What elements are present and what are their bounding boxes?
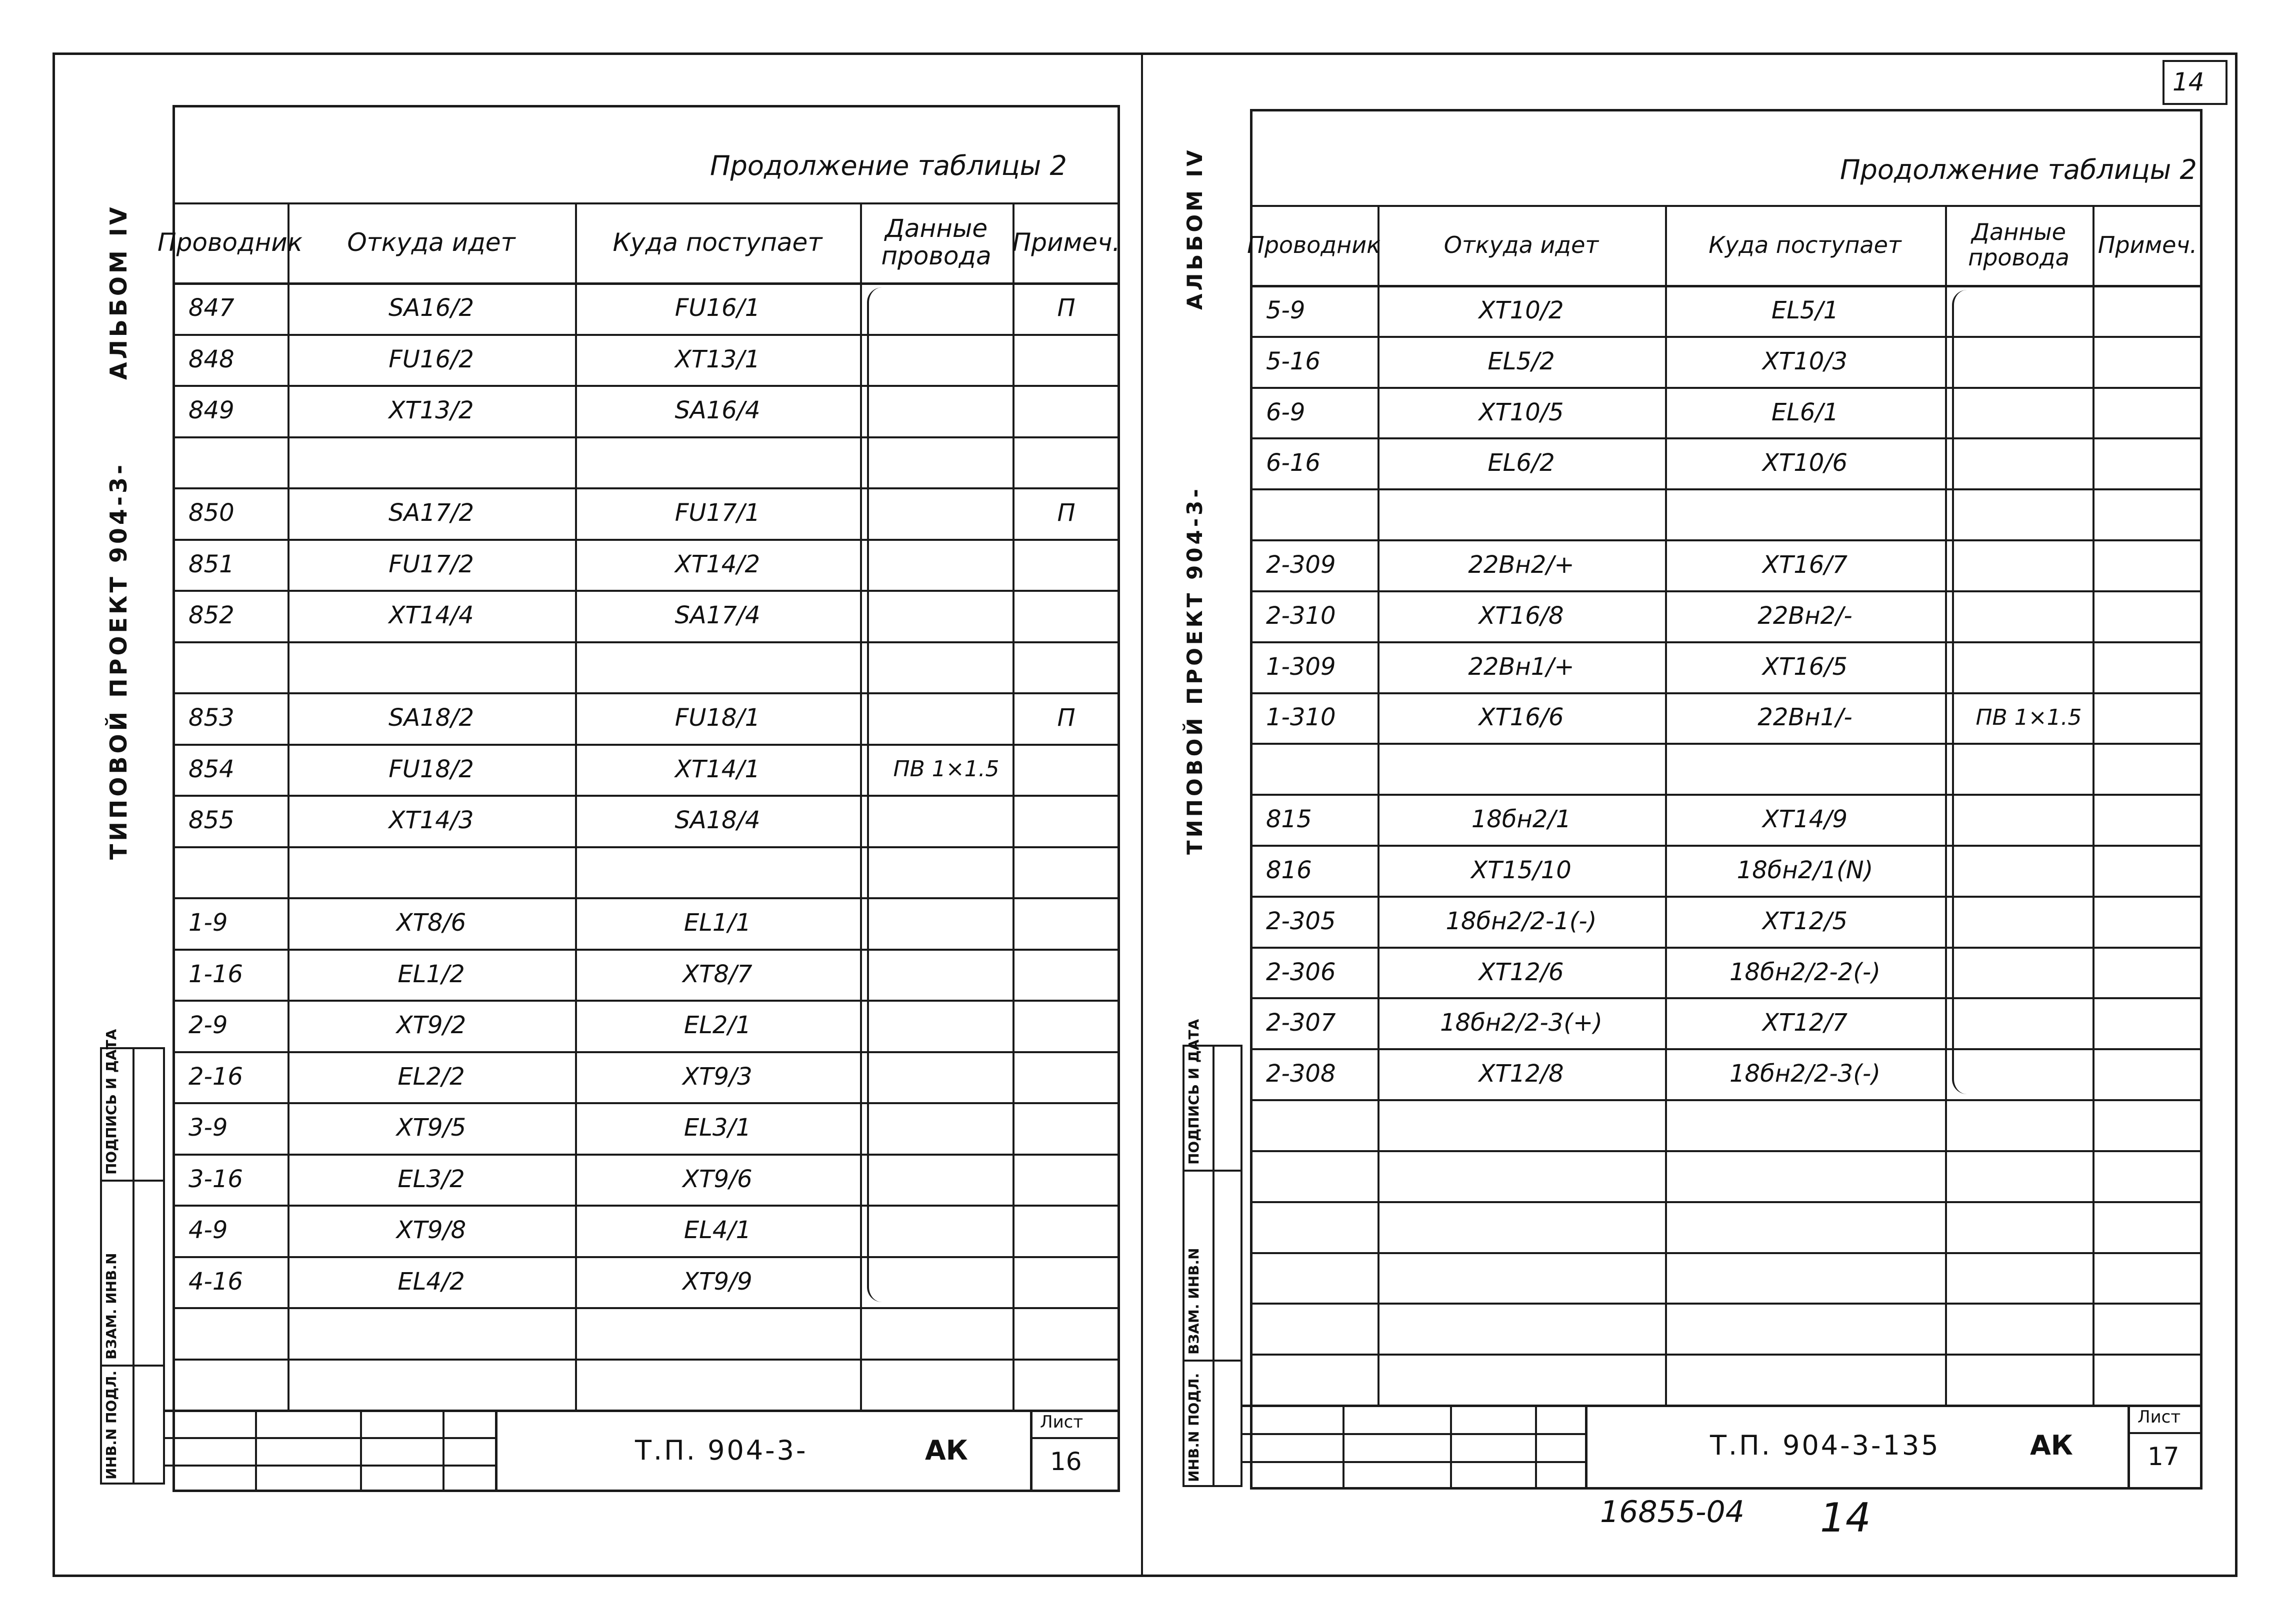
cell-to: FU17/1 (674, 499, 760, 527)
title-block-divider (495, 1410, 498, 1492)
cell-note (1012, 897, 1120, 949)
cell-from (288, 846, 575, 898)
cell-to (1665, 1201, 1945, 1252)
cell-wire (172, 846, 288, 898)
sheet-value: 16 (1050, 1447, 1082, 1476)
sheet-number: 14 (2172, 67, 2204, 96)
cell-to: FU18/1 (674, 704, 760, 732)
left-album-label: АЛЬБОМ IV (105, 204, 132, 380)
stamp-split (100, 1365, 165, 1367)
column-header-data: Данные провода (1968, 218, 2070, 271)
cell-wire: 849 (188, 396, 234, 425)
cell-wire: 850 (188, 499, 234, 527)
cell-from: SA18/2 (388, 704, 474, 732)
stamp-label: ВЗАМ. ИНВ.N (103, 1253, 120, 1360)
cell-note (1012, 846, 1120, 898)
cell-from: XT15/10 (1471, 856, 1572, 884)
cell-wire: 6-9 (1266, 398, 1306, 426)
cell-from: XT10/5 (1478, 398, 1564, 426)
stamp-split (1182, 1360, 1242, 1362)
stamp-label: ИНВ.N ПОДЛ. (103, 1370, 120, 1480)
cell-from: EL1/2 (398, 960, 465, 988)
stamp-split (100, 1180, 165, 1182)
cell-wire: 2-310 (1266, 601, 1336, 630)
left-project-label: ТИПОВОЙ ПРОЕКТ 904-3- (105, 461, 132, 860)
cell-note (1012, 1051, 1120, 1103)
cell-wire: 2-305 (1266, 907, 1336, 935)
cell-wire: 1-309 (1266, 652, 1336, 681)
cell-to: XT12/7 (1762, 1009, 1848, 1037)
cell-to: 18бн2/1(N) (1736, 856, 1874, 884)
cell-to: SA18/4 (674, 806, 760, 835)
cell-from: SA16/2 (388, 294, 474, 322)
cell-from: XT14/3 (388, 806, 474, 835)
cell-to: XT14/1 (675, 755, 760, 783)
cell-from: FU17/2 (388, 550, 474, 578)
cell-to: XT10/3 (1762, 347, 1848, 375)
cell-from: EL5/2 (1488, 347, 1555, 375)
cell-note (1012, 334, 1120, 385)
cell-to (1665, 1354, 1945, 1405)
title-block-divider (360, 1410, 362, 1492)
cell-from: FU16/2 (388, 345, 474, 373)
cell-wire: 4-9 (188, 1216, 228, 1245)
cell-from (288, 641, 575, 693)
cell-from (1378, 1099, 1665, 1150)
cell-to: SA17/4 (674, 601, 760, 630)
cell-from (1378, 488, 1665, 539)
cell-wire (172, 436, 288, 488)
cell-to (1665, 743, 1945, 794)
cell-from: 18бн2/1 (1471, 805, 1572, 834)
cell-to (1665, 1252, 1945, 1303)
cell-wire (1250, 1201, 1378, 1252)
cell-note (1012, 1256, 1120, 1308)
wire-data-value: ПВ 1×1.5 (893, 756, 1000, 782)
cell-note (1012, 539, 1120, 590)
cell-from: 18бн2/2-1(-) (1446, 907, 1597, 935)
cell-from (1378, 1354, 1665, 1405)
cell-from: XT9/5 (396, 1114, 466, 1142)
cell-wire: 2-309 (1266, 550, 1336, 579)
title-block-divider (1030, 1410, 1032, 1492)
cell-note (1012, 1154, 1120, 1205)
title-block-line (165, 1437, 495, 1439)
stamp-label: ПОДПИСЬ И ДАТА (103, 1029, 120, 1175)
cell-from (1378, 1150, 1665, 1201)
title-block-divider (1450, 1405, 1452, 1490)
wire-data-value: ПВ 1×1.5 (1976, 704, 2082, 730)
cell-wire: 2-307 (1266, 1009, 1336, 1037)
cell-note: П (1057, 704, 1076, 732)
cell-to: XT14/2 (675, 550, 760, 578)
cell-wire (172, 641, 288, 693)
cell-note (1012, 641, 1120, 693)
cell-wire (1250, 1303, 1378, 1354)
cell-wire: 2-306 (1266, 958, 1336, 986)
cell-wire: 1-16 (188, 960, 243, 988)
archive-number: 16855-04 (1600, 1495, 1744, 1530)
cell-to: XT9/3 (682, 1062, 752, 1091)
cell-to: EL3/1 (684, 1114, 752, 1142)
column-header-data: Данные провода (881, 214, 992, 270)
cell-to: FU16/1 (674, 294, 760, 322)
cell-to (575, 1307, 860, 1359)
cell-from: XT9/8 (396, 1216, 466, 1245)
title-block-top (1242, 1405, 2202, 1407)
sheet-label-line (2128, 1432, 2202, 1434)
cell-from (1378, 1201, 1665, 1252)
cell-from: XT16/6 (1478, 703, 1564, 732)
stamp-split (1182, 1170, 1242, 1172)
title-block-line (165, 1465, 495, 1467)
archive-sheet: 14 (1820, 1495, 1871, 1541)
drawing-designation: Т.П. 904-3-135 (1710, 1430, 1940, 1461)
cell-wire: 2-16 (188, 1062, 243, 1091)
column-header-from: Откуда идет (347, 227, 516, 257)
cell-wire: 3-16 (188, 1165, 243, 1193)
cell-wire: 847 (188, 294, 234, 322)
cell-wire: 851 (188, 550, 234, 578)
cell-to: EL5/1 (1771, 296, 1839, 324)
cell-wire (172, 1359, 288, 1410)
cell-to: XT10/6 (1762, 449, 1848, 477)
title-block-divider (1535, 1405, 1537, 1490)
cell-wire (1250, 743, 1378, 794)
cell-from: EL4/2 (398, 1267, 465, 1296)
column-header-to: Куда поступает (1708, 231, 1902, 258)
cell-from: XT10/2 (1478, 296, 1564, 324)
drawing-code: АК (925, 1435, 968, 1466)
cell-from: SA17/2 (388, 499, 474, 527)
sheet-label: Лист (1040, 1412, 1084, 1432)
stamp-label: ИНВ.N ПОДЛ. (1186, 1373, 1202, 1482)
column-header-from: Откуда идет (1444, 231, 1599, 258)
cell-wire: 2-9 (188, 1011, 228, 1040)
cell-note (1012, 1102, 1120, 1154)
cell-to: 22Вн2/- (1758, 601, 1852, 630)
cell-to (575, 641, 860, 693)
title-block-divider (2128, 1405, 2130, 1490)
cell-from: EL6/2 (1488, 449, 1555, 477)
cell-note (1012, 385, 1120, 436)
column-header-wire: Проводник (158, 227, 302, 257)
cell-note: П (1057, 294, 1076, 322)
cell-note (1012, 949, 1120, 1000)
cell-wire (1250, 1252, 1378, 1303)
title-block-top (165, 1410, 1120, 1412)
stamp-label: ВЗАМ. ИНВ.N (1186, 1248, 1202, 1355)
stamp-divider (132, 1047, 134, 1485)
cell-to (1665, 488, 1945, 539)
cell-wire (1250, 1150, 1378, 1201)
cell-note (1012, 1307, 1120, 1359)
cell-to: XT16/7 (1762, 550, 1848, 579)
right-album-label: АЛЬБОМ IV (1182, 147, 1207, 310)
column-header-note: Примеч. (1012, 227, 1120, 257)
cell-to (575, 1359, 860, 1410)
cell-to: EL2/1 (684, 1011, 752, 1040)
cell-wire: 5-16 (1266, 347, 1320, 375)
cell-wire: 854 (188, 755, 234, 783)
cell-wire: 815 (1266, 805, 1312, 834)
cell-from: 18бн2/2-3(+) (1440, 1009, 1602, 1037)
cell-to: 18бн2/2-2(-) (1730, 958, 1880, 986)
cell-to: EL4/1 (684, 1216, 752, 1245)
cell-from: FU18/2 (388, 755, 474, 783)
sheet-label: Лист (2138, 1407, 2181, 1427)
title-block-line (1242, 1433, 1585, 1435)
cell-from (288, 436, 575, 488)
cell-to: EL6/1 (1771, 398, 1839, 426)
page-divider (1141, 55, 1143, 1575)
cell-from: XT16/8 (1478, 601, 1564, 630)
cell-to (575, 846, 860, 898)
cell-from: XT14/4 (388, 601, 474, 630)
cell-note (1012, 590, 1120, 641)
title-block-divider (255, 1410, 257, 1492)
drawing-code: АК (2030, 1430, 2073, 1461)
cell-note (1012, 795, 1120, 846)
cell-wire: 3-9 (188, 1114, 228, 1142)
cell-to: XT9/9 (682, 1267, 752, 1296)
cell-from (1378, 1303, 1665, 1354)
cell-wire (1250, 1354, 1378, 1405)
cell-to (1665, 1099, 1945, 1150)
cell-from (288, 1359, 575, 1410)
sheet-label-line (1030, 1437, 1120, 1439)
sheet-value: 17 (2148, 1442, 2180, 1471)
cell-from (1378, 743, 1665, 794)
cell-from: EL2/2 (398, 1062, 465, 1091)
cell-wire (1250, 488, 1378, 539)
cell-note (1012, 744, 1120, 795)
cell-wire: 4-16 (188, 1267, 243, 1296)
cell-note (1012, 1205, 1120, 1256)
column-header-wire: Проводник (1247, 231, 1380, 258)
cell-note (1012, 436, 1120, 488)
cell-wire: 816 (1266, 856, 1312, 884)
title-block-divider (1585, 1405, 1588, 1490)
cell-wire: 6-16 (1266, 449, 1320, 477)
cell-to: 18бн2/2-3(-) (1730, 1060, 1880, 1088)
cell-wire: 855 (188, 806, 234, 835)
cell-wire (1250, 1099, 1378, 1150)
cell-from: XT13/2 (388, 396, 474, 425)
cell-wire: 853 (188, 704, 234, 732)
cell-from: XT8/6 (396, 909, 466, 937)
cell-wire (172, 1307, 288, 1359)
cell-from: 22Вн2/+ (1468, 550, 1574, 579)
cell-wire: 1-310 (1266, 703, 1336, 732)
cell-to: EL1/1 (684, 909, 752, 937)
title-block-divider (442, 1410, 444, 1492)
cell-wire: 1-9 (188, 909, 228, 937)
cell-to (1665, 1150, 1945, 1201)
cell-note (1012, 1000, 1120, 1051)
table-caption: Продолжение таблицы 2 (710, 150, 1067, 181)
cell-from: XT12/8 (1478, 1060, 1564, 1088)
wire-group-brace (867, 287, 884, 1302)
stamp-label: ПОДПИСЬ И ДАТА (1186, 1019, 1202, 1165)
cell-from: XT9/2 (396, 1011, 466, 1040)
table-caption: Продолжение таблицы 2 (1840, 154, 2197, 185)
cell-note: П (1057, 499, 1076, 527)
cell-wire: 852 (188, 601, 234, 630)
cell-wire: 5-9 (1266, 296, 1306, 324)
cell-to: XT12/5 (1762, 907, 1848, 935)
cell-to: SA16/4 (674, 396, 760, 425)
cell-to: 22Вн1/- (1758, 703, 1852, 732)
cell-to (1665, 1303, 1945, 1354)
cell-wire: 2-308 (1266, 1060, 1336, 1088)
title-block-line (1242, 1461, 1585, 1463)
right-project-label: ТИПОВОЙ ПРОЕКТ 904-3- (1182, 486, 1207, 855)
cell-from: 22Вн1/+ (1468, 652, 1574, 681)
cell-wire: 848 (188, 345, 234, 373)
cell-from (288, 1307, 575, 1359)
title-block-divider (1342, 1405, 1344, 1490)
stamp-divider (1212, 1045, 1214, 1487)
cell-from: XT12/6 (1478, 958, 1564, 986)
cell-note (1012, 1359, 1120, 1410)
column-header-note: Примеч. (2098, 231, 2198, 258)
cell-to (575, 436, 860, 488)
cell-to: XT9/6 (682, 1165, 752, 1193)
cell-from (1378, 1252, 1665, 1303)
cell-to: XT13/1 (675, 345, 760, 373)
cell-to: XT16/5 (1762, 652, 1848, 681)
column-header-to: Куда поступает (612, 227, 822, 257)
drawing-designation: Т.П. 904-3- (635, 1435, 808, 1466)
cell-from: EL3/2 (398, 1165, 465, 1193)
cell-to: XT8/7 (682, 960, 752, 988)
cell-to: XT14/9 (1762, 805, 1848, 834)
